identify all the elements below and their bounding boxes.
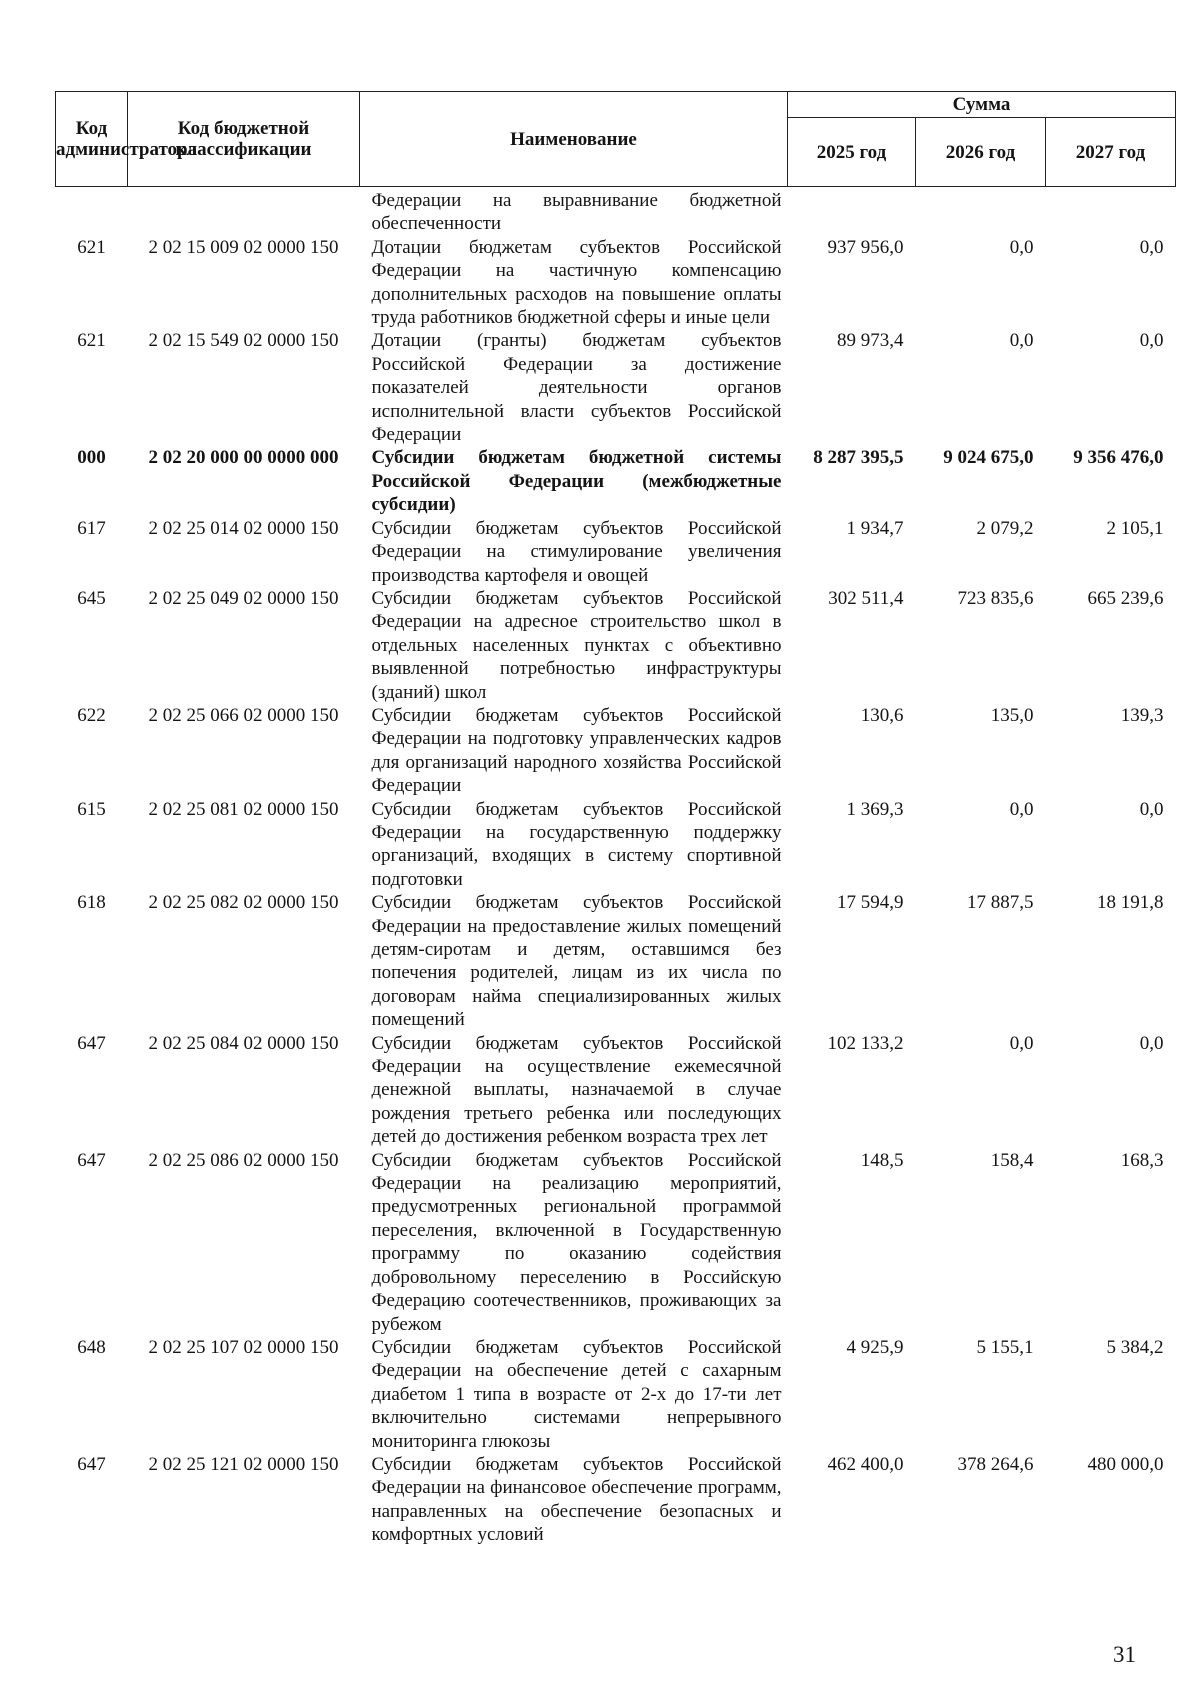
name-cell: Дотации бюджетам субъектов Российской Федерации на частичную компенсацию дополнительных расходов на повышение оплаты труда работников бюджетной сферы и иные цели: [371, 236, 782, 329]
amount-2027-cell: 18 191,8: [1097, 892, 1164, 914]
name-cell: Субсидии бюджетам субъектов Российской Федерации на стимулирование увеличения производства картофеля и овощей: [371, 517, 782, 586]
name-cell: Субсидии бюджетам субъектов Российской Федерации на осуществление ежемесячной денежной выплаты, назначаемой в случае рождения третьего ребенка или последующих детей до достижения ребенком возраста трех лет: [371, 1032, 782, 1148]
table-row: [56, 517, 1176, 587]
kbk-cell: 2 02 25 066 02 0000 150: [148, 704, 339, 726]
amount-2026-cell: 378 264,6: [957, 1453, 1034, 1475]
name-cell: Субсидии бюджетам бюджетной системы Российской Федерации (межбюджетные субсидии): [371, 447, 782, 516]
admin-code-cell: 621: [77, 236, 106, 258]
header-year-2026: 2026 год: [916, 118, 1046, 187]
table-body: [56, 187, 1176, 1547]
kbk-cell: 2 02 25 121 02 0000 150: [148, 1453, 339, 1475]
amount-2026-cell: 17 887,5: [967, 892, 1034, 914]
amount-2025-cell: 130,6: [860, 704, 904, 726]
amount-2027-cell: 2 105,1: [1106, 517, 1164, 539]
admin-code-cell: 622: [77, 704, 106, 726]
table-row: [56, 236, 1176, 330]
header-year-2027: 2027 год: [1046, 118, 1176, 187]
kbk-cell: 2 02 25 107 02 0000 150: [148, 1336, 339, 1358]
table-row: [56, 704, 1176, 798]
kbk-cell: 2 02 15 009 02 0000 150: [148, 236, 339, 258]
header-name: Наименование: [360, 92, 788, 187]
amount-2027-cell: 0,0: [1139, 1032, 1164, 1054]
admin-code-cell: 648: [77, 1336, 106, 1358]
amount-2027-cell: 0,0: [1139, 236, 1164, 258]
kbk-cell: 2 02 20 000 00 0000 000: [148, 447, 339, 469]
page-number: 31: [1113, 1642, 1136, 1667]
amount-2027-cell: 9 356 476,0: [1073, 447, 1164, 469]
header-kbk: Код бюджетной классификации: [128, 92, 360, 187]
admin-code-cell: 621: [77, 330, 106, 352]
name-cell: Дотации (гранты) бюджетам субъектов Российской Федерации за достижение показателей деятельности органов исполнительной власти субъектов Российской Федерации: [371, 330, 782, 446]
amount-2026-cell: 135,0: [990, 704, 1034, 726]
table-row: [56, 1032, 1176, 1149]
table-row-total: [56, 446, 1176, 516]
amount-2027-cell: 480 000,0: [1087, 1453, 1164, 1475]
amount-2026-cell: 9 024 675,0: [943, 447, 1034, 469]
amount-2025-cell: 1 934,7: [846, 517, 904, 539]
name-cell: Субсидии бюджетам субъектов Российской Федерации на адресное строительство школ в отдельных населенных пунктах с объективно выявленной потребностью инфраструктуры (зданий) школ: [371, 587, 782, 703]
name-cell: Субсидии бюджетам субъектов Российской Федерации на предоставление жилых помещений детям-сиротам и детям, оставшимся без попечения родителей, лицам из их числа по договорам найма специализированных жилых помещений: [371, 892, 782, 1031]
table-row: [56, 587, 1176, 704]
header-year-2025: 2025 год: [788, 118, 916, 187]
admin-code-cell: 647: [77, 1453, 106, 1475]
kbk-cell: 2 02 15 549 02 0000 150: [148, 330, 339, 352]
amount-2025-cell: 17 594,9: [837, 892, 904, 914]
amount-2027-cell: 0,0: [1139, 798, 1164, 820]
table-row: [56, 1453, 1176, 1547]
amount-2025-cell: 102 133,2: [827, 1032, 904, 1054]
kbk-cell: [128, 187, 360, 236]
amount-2026-cell: 5 155,1: [976, 1336, 1034, 1358]
kbk-cell: 2 02 25 081 02 0000 150: [148, 798, 339, 820]
budget-table: [55, 91, 1176, 1547]
amount-2026-cell: 0,0: [1009, 236, 1034, 258]
admin-code-cell: [56, 187, 128, 236]
table-header: [56, 92, 1176, 187]
kbk-cell: 2 02 25 049 02 0000 150: [148, 587, 339, 609]
admin-code-cell: 617: [77, 517, 106, 539]
name-cell: Субсидии бюджетам субъектов Российской Федерации на реализацию мероприятий, предусмотренных региональной программой переселения, включенной в Государственную программу по оказанию содействия добровольному переселению в Российскую Федерацию соотечественников, проживающих за рубежом: [371, 1149, 782, 1335]
amount-2027-cell: 139,3: [1120, 704, 1164, 726]
name-cell: Федерации на выравнивание бюджетной обеспеченности: [371, 190, 782, 235]
budget-document-page: [55, 91, 1175, 1547]
table-row: [56, 329, 1176, 446]
header-sum: Сумма: [788, 92, 1176, 118]
table-row: [56, 891, 1176, 1031]
amount-2025-cell: 462 400,0: [827, 1453, 904, 1475]
amount-2026-cell: 723 835,6: [957, 587, 1034, 609]
table-row: [56, 798, 1176, 892]
admin-code-cell: 647: [77, 1149, 106, 1171]
header-admin-code: Код администратора: [56, 92, 128, 187]
amount-2025-cell: [788, 187, 916, 236]
name-cell: Субсидии бюджетам субъектов Российской Федерации на подготовку управленческих кадров для организаций народного хозяйства Российской Федерации: [371, 704, 782, 797]
amount-2027-cell: 168,3: [1120, 1149, 1164, 1171]
name-cell: Субсидии бюджетам субъектов Российской Федерации на финансовое обеспечение программ, направленных на обеспечение безопасных и комфортных условий: [371, 1453, 782, 1546]
admin-code-cell: 647: [77, 1032, 106, 1054]
amount-2026-cell: [916, 187, 1046, 236]
amount-2027-cell: 5 384,2: [1106, 1336, 1164, 1358]
table-row: [56, 1149, 1176, 1336]
table-row: [56, 1336, 1176, 1453]
name-cell: Субсидии бюджетам субъектов Российской Федерации на обеспечение детей с сахарным диабетом 1 типа в возрасте от 2-х до 17-ти лет включительно системами непрерывного мониторинга глюкозы: [371, 1336, 782, 1452]
amount-2025-cell: 937 956,0: [827, 236, 904, 258]
amount-2026-cell: 0,0: [1009, 798, 1034, 820]
name-cell: Субсидии бюджетам субъектов Российской Федерации на государственную поддержку организаций, входящих в систему спортивной подготовки: [371, 798, 782, 890]
amount-2027-cell: [1046, 187, 1176, 236]
amount-2027-cell: 0,0: [1139, 330, 1164, 352]
amount-2025-cell: 8 287 395,5: [813, 447, 904, 469]
amount-2026-cell: 158,4: [990, 1149, 1034, 1171]
kbk-cell: 2 02 25 014 02 0000 150: [148, 517, 339, 539]
amount-2025-cell: 4 925,9: [846, 1336, 904, 1358]
amount-2026-cell: 0,0: [1009, 1032, 1034, 1054]
amount-2027-cell: 665 239,6: [1087, 587, 1164, 609]
admin-code-cell: 000: [77, 447, 106, 469]
amount-2025-cell: 148,5: [860, 1149, 904, 1171]
kbk-cell: 2 02 25 082 02 0000 150: [148, 892, 339, 914]
amount-2025-cell: 89 973,4: [837, 330, 904, 352]
kbk-cell: 2 02 25 084 02 0000 150: [148, 1032, 339, 1054]
admin-code-cell: 645: [77, 587, 106, 609]
amount-2025-cell: 1 369,3: [846, 798, 904, 820]
amount-2026-cell: 2 079,2: [976, 517, 1034, 539]
admin-code-cell: 615: [77, 798, 106, 820]
admin-code-cell: 618: [77, 892, 106, 914]
table-row: [56, 187, 1176, 236]
amount-2026-cell: 0,0: [1009, 330, 1034, 352]
amount-2025-cell: 302 511,4: [828, 587, 904, 609]
kbk-cell: 2 02 25 086 02 0000 150: [148, 1149, 339, 1171]
